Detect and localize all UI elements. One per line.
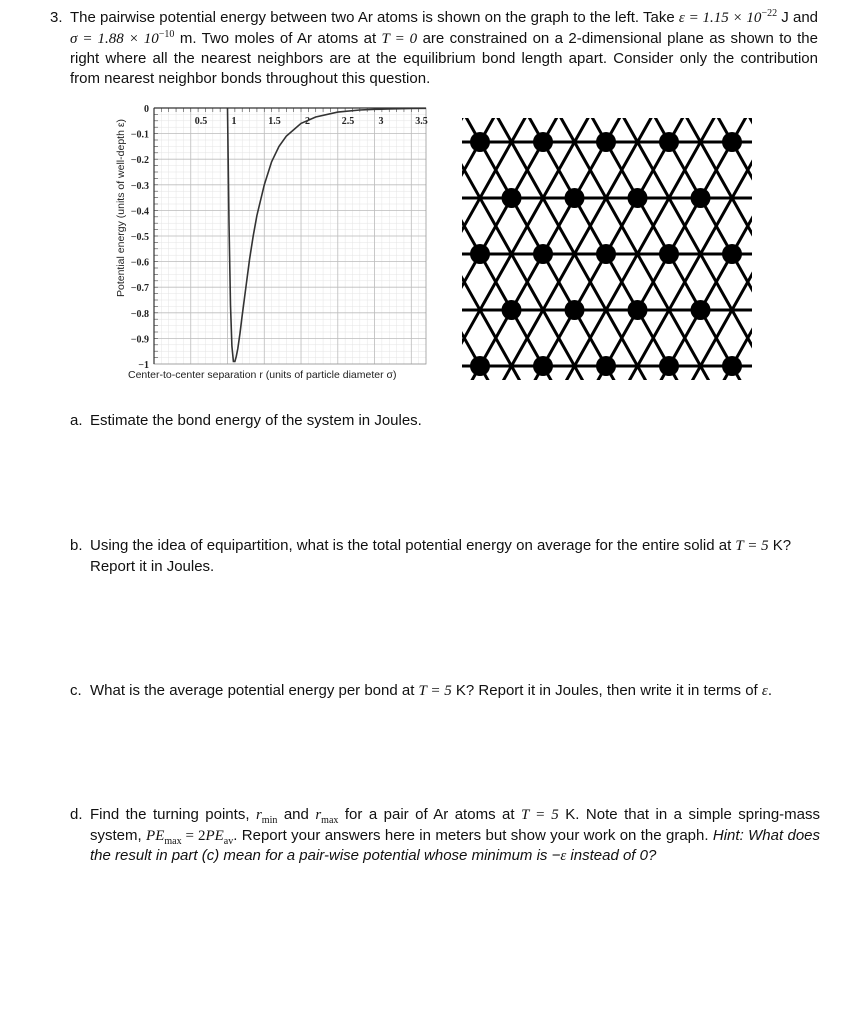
lattice-atom: [659, 132, 679, 152]
part-d-text: [90, 805, 820, 867]
part-c-text: [90, 681, 820, 702]
lattice-atom: [722, 244, 742, 264]
lattice-atom: [533, 356, 553, 376]
y-tick-label: −0.4: [130, 206, 149, 218]
part-b: [70, 536, 820, 576]
part-c-label: c.: [70, 682, 82, 699]
lattice-atom: [691, 300, 711, 320]
x-tick-label: 0.5: [194, 116, 208, 127]
part-d-text-4: K. Note that in a simple spring-mass system,: [90, 806, 820, 844]
y-tick-label: −0.7: [130, 283, 149, 295]
r-min: r: [255, 807, 262, 823]
question-number: 3.: [50, 9, 63, 26]
hint-text: What does the result in part (c) mean for a pair-wise potential whose minimum is −: [90, 826, 820, 864]
hint-label: Hint:: [712, 826, 744, 844]
lattice-atom: [659, 356, 679, 376]
part-a-text: Estimate the bond energy of the system in Joules.: [90, 412, 422, 429]
question-intro: [50, 8, 818, 88]
part-b-label: b.: [70, 537, 83, 554]
part-b-text-2: K? Report it in Joules.: [90, 537, 792, 575]
potential-energy-chart: [110, 96, 450, 386]
hint-epsilon: ε: [560, 848, 567, 864]
x-tick-label: 1: [231, 116, 237, 127]
epsilon-value: ε = 1.15 × 10: [678, 10, 762, 26]
lattice-atom: [722, 132, 742, 152]
part-d-temperature: T = 5: [521, 807, 559, 823]
y-tick-label: −0.8: [130, 308, 149, 320]
lattice-atom: [502, 300, 522, 320]
y-tick-label: −0.1: [130, 129, 149, 141]
part-c-text-1: What is the average potential energy per bond at: [90, 682, 419, 699]
lattice-atom: [470, 132, 490, 152]
part-d-text-3: for a pair of Ar atoms at: [338, 806, 522, 823]
pe-av: PE: [205, 827, 224, 844]
lattice-atom: [628, 300, 648, 320]
r-max-subscript: max: [321, 815, 339, 826]
y-tick-label: 0: [144, 104, 149, 115]
x-tick-labels: [195, 116, 428, 127]
part-d-text-2: and: [277, 806, 316, 823]
part-d-text-1: Find the turning points,: [90, 806, 256, 823]
y-tick-label: −0.2: [130, 155, 149, 167]
lattice-atom: [596, 244, 616, 264]
lattice-atom: [722, 356, 742, 376]
part-a-label: a.: [70, 412, 83, 429]
part-a: [70, 411, 820, 431]
lattice-bond-diagonal: [550, 118, 720, 380]
intro-text-3: m. Two moles of Ar atoms at: [174, 29, 382, 47]
part-c-text-3: .: [767, 682, 772, 699]
lattice-bond-diagonal: [555, 118, 725, 380]
chart-x-label: Center-to-center separation r (units of particle diameter σ): [128, 369, 397, 381]
r-min-subscript: min: [261, 815, 278, 826]
intro-text-1: The pairwise potential energy between two Ar atoms is shown on the graph to the left. Take: [70, 9, 679, 26]
lattice-atom: [533, 132, 553, 152]
question-text: [70, 8, 818, 88]
x-tick-label: 3: [378, 116, 384, 127]
y-tick-label: −0.6: [130, 257, 149, 269]
part-c-epsilon: ε: [761, 683, 768, 699]
part-d-label: d.: [70, 806, 83, 823]
epsilon-exponent: −22: [761, 8, 778, 19]
chart-y-label: Potential energy (units of well-depth ε): [115, 118, 127, 298]
lattice-atom: [596, 132, 616, 152]
lattice-atom: [470, 244, 490, 264]
lattice-atom: [628, 188, 648, 208]
x-tick-label: 3.5: [415, 116, 428, 127]
potential-curve: [228, 108, 427, 361]
lattice-bond-diagonal: [487, 118, 657, 380]
lattice-atom: [565, 300, 585, 320]
lattice-atom: [533, 244, 553, 264]
sigma-exponent: −10: [158, 28, 175, 40]
y-tick-label: −0.3: [130, 180, 149, 192]
x-tick-label: 2.5: [341, 116, 355, 127]
y-tick-labels: [131, 104, 149, 371]
x-tick-label: 2: [305, 116, 311, 127]
sigma-value: σ = 1.88 × 10: [70, 30, 159, 47]
triangular-lattice-diagram: [462, 118, 752, 380]
pe-max-subscript: max: [164, 835, 182, 847]
part-b-text-1: Using the idea of equipartition, what is the total potential energy on average for the entire solid at: [90, 537, 736, 554]
y-tick-label: −0.5: [130, 232, 149, 243]
y-tick-label: −1: [138, 360, 149, 371]
part-c-text-2: K? Report it in Joules, then write it in terms of: [451, 682, 762, 699]
hint-end: instead of 0?: [566, 847, 657, 864]
temperature-zero: T = 0: [381, 30, 418, 47]
lattice-atom: [659, 244, 679, 264]
lattice-atom: [565, 188, 585, 208]
lattice-atom: [691, 188, 711, 208]
part-d: [70, 805, 820, 867]
y-tick-label: −0.9: [130, 334, 149, 346]
r-max: r: [315, 807, 322, 823]
pe-max: PE: [146, 827, 165, 844]
x-tick-label: 1.5: [268, 116, 281, 127]
lattice-bond-diagonal: [492, 118, 662, 380]
part-d-text-5: . Report your answers here in meters but show your work on the graph.: [233, 826, 713, 844]
part-c-temperature: T = 5: [418, 683, 452, 699]
part-b-text: [90, 536, 820, 576]
intro-text-2: J and: [777, 9, 818, 26]
part-b-temperature: T = 5: [735, 538, 769, 554]
pe-av-subscript: av: [223, 835, 234, 847]
lattice-atom: [596, 356, 616, 376]
lattice-atom: [470, 356, 490, 376]
intro-text-4: are constrained on a 2-dimensional plane as shown to the right where all the nearest neighbors are at the equilibrium bond length apart. Consider only the contribution from nearest neighbor bonds throughout this question.: [70, 29, 818, 87]
part-c: [70, 681, 820, 702]
lattice-atom: [502, 188, 522, 208]
equals-two: = 2: [181, 827, 206, 844]
